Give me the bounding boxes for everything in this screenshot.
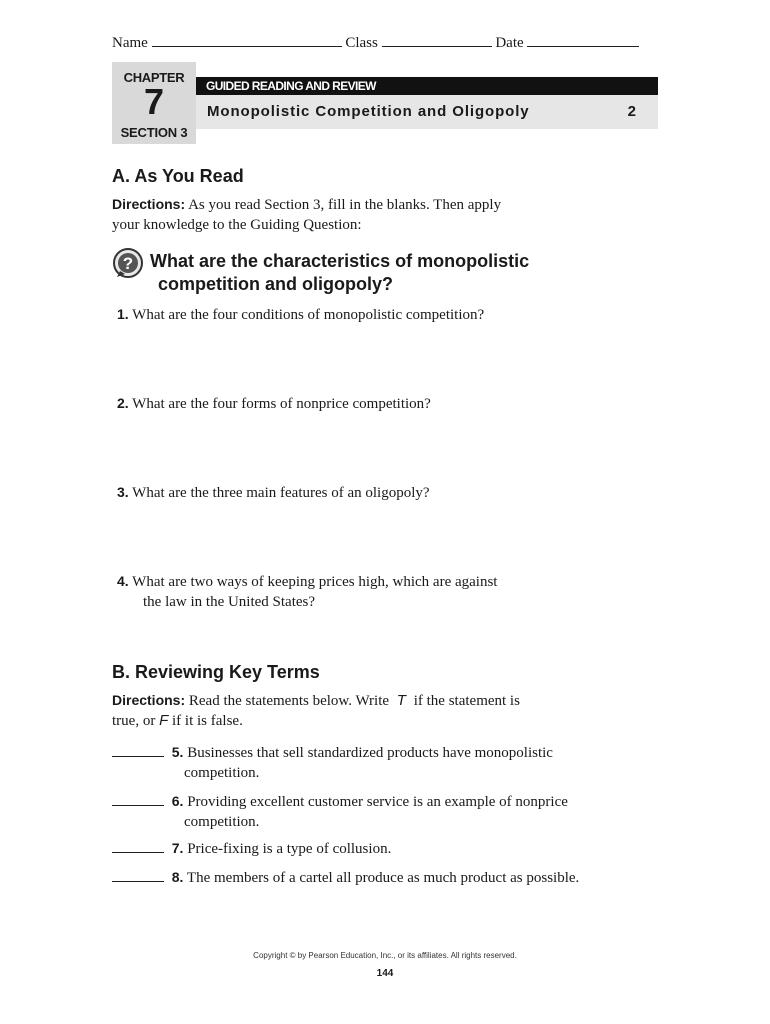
tf-item-7 bbox=[112, 838, 391, 859]
item-number: 7. bbox=[171, 840, 184, 856]
guiding-question-line2: competition and oligopoly? bbox=[158, 274, 393, 294]
guided-reading-banner: GUIDED READING AND REVIEW bbox=[196, 77, 658, 95]
question-text: What are the four forms of nonprice competition? bbox=[132, 396, 431, 412]
class-label: Class bbox=[345, 35, 378, 51]
answer-blank[interactable] bbox=[112, 840, 164, 853]
chapter-box bbox=[112, 62, 196, 144]
directions-label: Directions: bbox=[112, 196, 186, 212]
item-text: Businesses that sell standardized products have monopolistic bbox=[187, 745, 553, 761]
section-title-number: 2 bbox=[627, 103, 636, 120]
answer-blank[interactable] bbox=[112, 869, 164, 882]
directions-line2-pre: true, or bbox=[112, 713, 156, 729]
directions-line2: your knowledge to the Guiding Question: bbox=[112, 217, 362, 233]
item-text-cont: competition. bbox=[184, 765, 260, 781]
name-label: Name bbox=[112, 35, 148, 51]
item-text: Price-fixing is a type of collusion. bbox=[187, 841, 392, 857]
question-3 bbox=[117, 482, 430, 503]
class-blank[interactable] bbox=[382, 32, 492, 47]
tf-item-6 bbox=[112, 791, 568, 832]
name-field bbox=[112, 32, 639, 52]
answer-blank[interactable] bbox=[112, 744, 164, 757]
section-title-bar bbox=[196, 95, 658, 129]
false-letter: F bbox=[159, 712, 169, 729]
question-1 bbox=[117, 304, 484, 325]
question-2 bbox=[117, 393, 431, 414]
svg-text:?: ? bbox=[122, 254, 134, 273]
name-blank[interactable] bbox=[152, 32, 342, 47]
answer-blank[interactable] bbox=[112, 793, 164, 806]
copyright-notice: Copyright © by Pearson Education, Inc., or its affiliates. All rights reserved. bbox=[253, 951, 517, 960]
section-b-directions bbox=[112, 690, 520, 731]
page-number: 144 bbox=[376, 968, 394, 979]
question-text: What are the three main features of an oligopoly? bbox=[132, 485, 430, 501]
question-number: 2. bbox=[117, 395, 129, 411]
directions-mid: if the statement is bbox=[413, 693, 520, 709]
tf-item-5 bbox=[112, 742, 553, 783]
section-title: Monopolistic Competition and Oligopoly bbox=[207, 103, 530, 120]
item-number: 8. bbox=[171, 869, 184, 885]
question-bubble-icon bbox=[112, 247, 144, 279]
guiding-question-line1: What are the characteristics of monopolistic bbox=[150, 251, 530, 271]
section-a-directions bbox=[112, 194, 501, 235]
question-number: 1. bbox=[117, 306, 129, 322]
chapter-word: CHAPTER bbox=[123, 70, 185, 85]
tf-item-8 bbox=[112, 867, 579, 888]
date-blank[interactable] bbox=[527, 32, 639, 47]
question-number: 4. bbox=[117, 573, 129, 589]
answer-area-1[interactable] bbox=[117, 325, 647, 391]
question-text: What are the four conditions of monopolistic competition? bbox=[132, 307, 485, 323]
chapter-number: 7 bbox=[143, 81, 165, 122]
true-letter: T bbox=[396, 692, 406, 709]
item-text: The members of a cartel all produce as much product as possible. bbox=[186, 870, 580, 886]
answer-area-4[interactable] bbox=[117, 614, 647, 654]
date-label: Date bbox=[495, 35, 524, 51]
item-text: Providing excellent customer service is an example of nonprice bbox=[187, 794, 568, 810]
guiding-question bbox=[150, 250, 529, 296]
directions-label: Directions: bbox=[112, 692, 186, 708]
question-4 bbox=[117, 571, 497, 612]
answer-area-3[interactable] bbox=[117, 503, 647, 569]
directions-pre: Read the statements below. Write bbox=[188, 693, 390, 709]
item-number: 5. bbox=[171, 744, 184, 760]
item-text-cont: competition. bbox=[184, 814, 260, 830]
section-b-heading: B. Reviewing Key Terms bbox=[112, 662, 320, 682]
question-number: 3. bbox=[117, 484, 129, 500]
item-number: 6. bbox=[171, 793, 184, 809]
section-a-heading: A. As You Read bbox=[112, 166, 244, 186]
question-text: What are two ways of keeping prices high, which are against bbox=[132, 574, 498, 590]
directions-line2-post: if it is false. bbox=[172, 713, 243, 729]
answer-area-2[interactable] bbox=[117, 414, 647, 480]
section-word: SECTION 3 bbox=[120, 125, 188, 140]
question-text-cont: the law in the United States? bbox=[143, 594, 316, 610]
directions-line1: As you read Section 3, fill in the blanks. Then apply bbox=[188, 197, 502, 213]
